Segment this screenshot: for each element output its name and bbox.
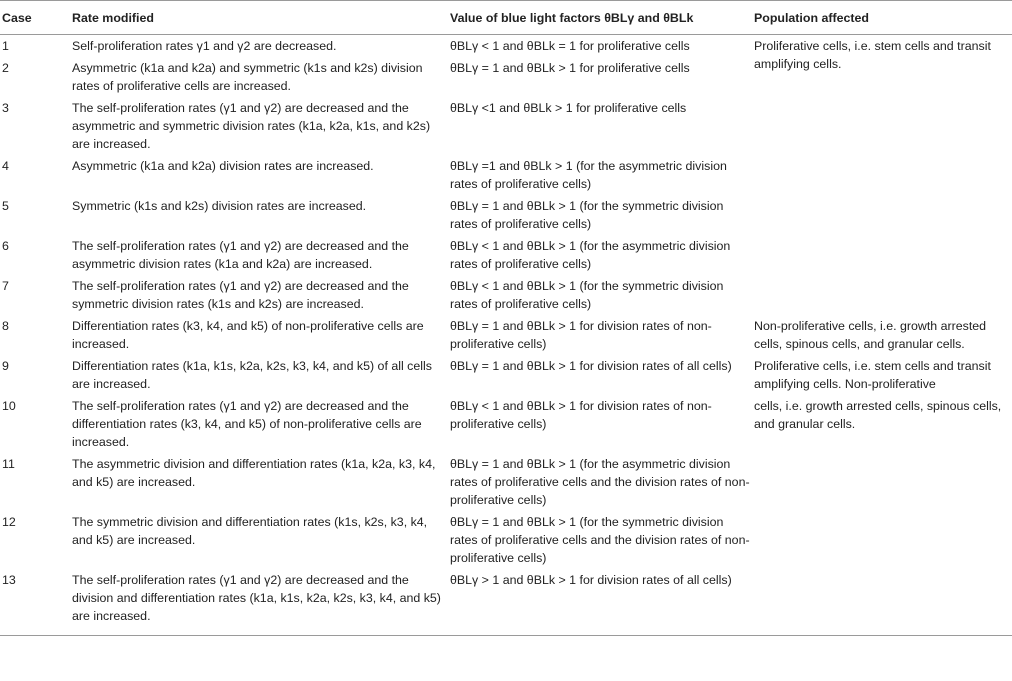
rate-modified-cell: Asymmetric (k1a and k2a) division rates are increased. bbox=[72, 159, 374, 173]
case-number: 5 bbox=[2, 199, 9, 213]
rate-modified-cell: The self-proliferation rates (γ1 and γ2) are decreased and the asymmetric division rates (k1a and k2a) are increased. bbox=[72, 239, 409, 271]
table-row bbox=[0, 395, 1012, 453]
population-cell-empty bbox=[754, 569, 1012, 636]
factor-value-cell: θBLγ =1 and θBLk > 1 (for the asymmetric division rates of proliferative cells) bbox=[450, 159, 727, 191]
rate-modified-cell: The symmetric division and differentiation rates (k1s, k2s, k3, k4, and k5) are increased. bbox=[72, 515, 428, 547]
case-number: 2 bbox=[2, 61, 9, 75]
factor-value-cell: θBLγ = 1 and θBLk > 1 (for the symmetric division rates of proliferative cells) bbox=[450, 199, 724, 231]
factor-value-cell: θBLγ = 1 and θBLk > 1 for division rates of all cells) bbox=[450, 359, 732, 373]
population-cell: Non-proliferative cells, i.e. growth arrested cells, spinous cells, and granular cells. bbox=[754, 319, 987, 351]
population-cell: Proliferative cells, i.e. stem cells and transit amplifying cells. bbox=[754, 39, 991, 71]
factor-value-cell: θBLγ < 1 and θBLk > 1 for division rates of non-proliferative cells) bbox=[450, 399, 712, 431]
population-cell: Proliferative cells, i.e. stem cells and transit amplifying cells. Non-proliferative bbox=[754, 359, 991, 391]
header-blue-light-factors: Value of blue light factors θBLγ and θBLk bbox=[450, 1, 754, 35]
case-number: 9 bbox=[2, 359, 9, 373]
rate-modified-cell: The self-proliferation rates (γ1 and γ2) are decreased and the symmetric division rates (k1s and k2s) are increased. bbox=[72, 279, 409, 311]
rate-modified-cell: Self-proliferation rates γ1 and γ2 are decreased. bbox=[72, 39, 337, 53]
case-number: 10 bbox=[2, 399, 16, 413]
rate-modified-cell: Symmetric (k1s and k2s) division rates are increased. bbox=[72, 199, 367, 213]
case-number: 1 bbox=[2, 39, 9, 53]
factor-value-cell: θBLγ <1 and θBLk > 1 for proliferative cells bbox=[450, 101, 687, 115]
case-number: 3 bbox=[2, 101, 9, 115]
rate-modified-cell: Differentiation rates (k1a, k1s, k2a, k2s, k3, k4, and k5) of all cells are increased. bbox=[72, 359, 432, 391]
rate-modified-cell: The self-proliferation rates (γ1 and γ2) are decreased and the division and differentiation rates (k1a, k1s, k2a, k2s, k3, k4, and k5) are increased. bbox=[72, 569, 450, 636]
table-row bbox=[0, 35, 1012, 58]
case-number: 4 bbox=[2, 159, 9, 173]
factor-value-cell: θBLγ = 1 and θBLk > 1 (for the symmetric division rates of proliferative cells and the division rates of non-proliferative cells) bbox=[450, 515, 750, 565]
case-number: 12 bbox=[2, 515, 16, 529]
header-case: Case bbox=[0, 1, 72, 35]
factor-value-cell: θBLγ < 1 and θBLk > 1 (for the asymmetric division rates of proliferative cells) bbox=[450, 239, 731, 271]
table-row bbox=[0, 511, 1012, 569]
table-row bbox=[0, 569, 1012, 636]
population-cell-empty bbox=[754, 511, 1012, 569]
population-cell: cells, i.e. growth arrested cells, spinous cells, and granular cells. bbox=[754, 399, 1002, 431]
factor-value-cell: θBLγ = 1 and θBLk > 1 for proliferative cells bbox=[450, 61, 690, 75]
rate-modified-cell: The self-proliferation rates (γ1 and γ2) are decreased and the differentiation rates (k3, k4, and k5) of non-proliferative cells are increased. bbox=[72, 399, 422, 449]
factor-value-cell: θBLγ < 1 and θBLk = 1 for proliferative cells bbox=[450, 39, 690, 53]
table-row bbox=[0, 315, 1012, 355]
population-cell-empty bbox=[754, 453, 1012, 511]
rate-modified-cell: Differentiation rates (k3, k4, and k5) of non-proliferative cells are increased. bbox=[72, 319, 424, 351]
case-number: 13 bbox=[0, 569, 72, 636]
header-population-affected: Population affected bbox=[754, 1, 1012, 35]
table-row bbox=[0, 453, 1012, 511]
case-number: 11 bbox=[2, 457, 15, 471]
rate-modified-cell: The self-proliferation rates (γ1 and γ2) are decreased and the asymmetric and symmetric division rates (k1a, k2a, k1s, and k2s) are increased. bbox=[72, 101, 431, 151]
table-row bbox=[0, 355, 1012, 395]
header-rate-modified: Rate modified bbox=[72, 1, 450, 35]
case-number: 7 bbox=[2, 279, 9, 293]
factor-value-cell: θBLγ = 1 and θBLk > 1 for division rates of non-proliferative cells) bbox=[450, 319, 712, 351]
rate-modified-cell: Asymmetric (k1a and k2a) and symmetric (k1s and k2s) division rates of proliferative cells are increased. bbox=[72, 61, 423, 93]
factor-value-cell: θBLγ > 1 and θBLk > 1 for division rates of all cells) bbox=[450, 569, 754, 636]
rate-modified-cell: The asymmetric division and differentiation rates (k1a, k2a, k3, k4, and k5) are increased. bbox=[72, 457, 436, 489]
factor-value-cell: θBLγ = 1 and θBLk > 1 (for the asymmetric division rates of proliferative cells and the division rates of non-proliferative cells) bbox=[450, 457, 750, 507]
case-number: 6 bbox=[2, 239, 9, 253]
case-number: 8 bbox=[2, 319, 9, 333]
factor-value-cell: θBLγ < 1 and θBLk > 1 (for the symmetric division rates of proliferative cells) bbox=[450, 279, 724, 311]
table-header-row bbox=[0, 1, 1012, 35]
